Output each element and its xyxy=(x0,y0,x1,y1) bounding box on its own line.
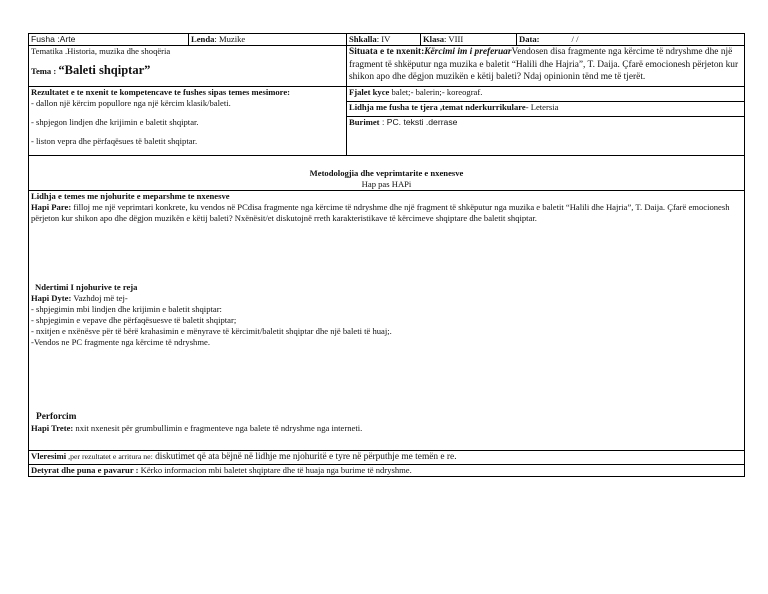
data-label: Data: xyxy=(519,34,540,44)
fusha-text: Fusha :Arte xyxy=(31,34,76,44)
metodologjia-cell xyxy=(29,156,745,191)
situata-label: Situata e te nxenit: xyxy=(349,47,425,57)
burimet-value: : PC. teksti .derrase xyxy=(379,116,458,127)
lenda-value: : Muzike xyxy=(214,34,246,44)
hapi-dyte-text: Vazhdoj më tej- xyxy=(71,293,128,303)
detyrat-cell xyxy=(29,464,745,476)
perforcim-heading: Perforcim xyxy=(36,412,77,422)
main-row xyxy=(29,191,745,451)
lidhja-label: Lidhja me fusha te tjera ,temat nderkurrikulare xyxy=(349,102,526,113)
rezultat-item: - liston vepra dhe përfaqësues të baletit shqiptar. xyxy=(31,136,198,146)
header-row xyxy=(29,34,745,46)
lidhja-cell xyxy=(347,102,745,116)
hapi-dyte-item: - shpjegimin e vepave dhe përfaqësuesve të baletit shqiptar; xyxy=(31,315,237,325)
detyrat-text: Kërko informacion mbi baletet shqiptare dhe të huaja nga burime të ndryshme. xyxy=(138,464,412,475)
hapi-dyte-item: - shpjegimin mbi lindjen dhe krijimin e baletit shqiptar: xyxy=(31,304,222,314)
hapi-trete-label: Hapi Trete: xyxy=(31,423,74,433)
data-value: / / xyxy=(571,34,579,44)
fjalet-label: Fjalet kyce xyxy=(349,87,390,97)
detyrat-label: Detyrat dhe puna e pavarur : xyxy=(31,464,139,475)
hapi-pare-label: Hapi Pare: xyxy=(31,202,72,212)
fjalet-cell xyxy=(347,87,745,102)
klasa-label: Klasa xyxy=(423,34,445,44)
ndertimi-heading: Ndertimi I njohurive te reja xyxy=(35,282,138,292)
metodologjia-title: Metodologjia dhe veprimtarite e nxenesve xyxy=(309,168,464,178)
rezultat-item: - shpjegon lindjen dhe krijimin e baletit shqiptar. xyxy=(31,117,199,127)
metodologjia-subtitle: Hap pas HAPi xyxy=(361,179,412,189)
detyrat-row xyxy=(29,464,745,476)
lidhja-value: - Letersia xyxy=(525,102,559,113)
tema-title: “Baleti shqiptar” xyxy=(58,63,151,77)
hapi-trete-text: nxit nxenesit për grumbullimin e fragmenteve nga balete të ndryshme nga interneti. xyxy=(73,423,363,433)
klasa-cell xyxy=(421,34,517,46)
hapi-dyte-item: - nxitjen e nxënësve për të bërë krahasimin e mënyrave të kërcimit/baletit shqiptar dhe një baleti të huaj;. xyxy=(31,326,392,336)
tematika-cell xyxy=(29,46,347,87)
rezultatet-heading: Rezultatet e te nxenit te kompetencave te fushes sipas temes mesimore: xyxy=(31,87,291,97)
hapi-pare-text: filloj me një veprimtari konkrete, ku vendos në PCdisa fragmente nga kërcime të ndryshme dhe një fragment të shkëputur nga muzika e baletit “Halili dhe Hajria”, T. Daija. Çfarë emocionesh përjeton kur shikon apo dhe dëgjon muzikën e këtij baleti? Nxënësit/et diskutojnë rreth karakteristikave të kërcimeve shqiptare dhe baletit shqiptar. xyxy=(31,202,730,223)
rezultatet-cell xyxy=(29,87,347,156)
vleresimi-prefix: ,per rezultatet e arritura ne: xyxy=(66,452,153,461)
vleresimi-text: diskutimet që ata bëjnë në lidhje me njohuritë e tyre në përputhje me temën e re. xyxy=(152,452,457,462)
main-cell xyxy=(29,191,745,451)
situata-cell xyxy=(347,46,745,87)
fusha-cell xyxy=(29,34,189,46)
data-cell xyxy=(517,34,745,46)
hapi-dyte-label: Hapi Dyte: xyxy=(31,293,72,303)
shkalla-value: : IV xyxy=(376,34,391,44)
situata-text: Vendosen disa fragmente nga kërcime të ndryshme dhe një fragment të shkëputur nga muzika e baletit “Halili dhe Hajria”, T. Daija. Çfarë emocionesh përjeton kur shikon apo dhe dëgjon muzikën e këtij baleti? Ndaj opinionin tënd me të tjerët. xyxy=(349,47,739,82)
burimet-cell xyxy=(347,116,745,155)
vleresimi-cell xyxy=(29,451,745,465)
hapi-dyte-item: -Vendos ne PC fragmente nga kërcime të ndryshme. xyxy=(31,337,210,347)
burimet-label: Burimet xyxy=(349,116,380,127)
lidhja-heading: Lidhja e temes me njohurite e meparshme te nxenesve xyxy=(31,191,230,201)
vleresimi-label: Vleresimi xyxy=(31,451,67,461)
tematika-text: Tematika .Historia, muzika dhe shoqëria xyxy=(31,46,171,56)
metodologjia-row xyxy=(29,156,745,191)
klasa-value: : VIII xyxy=(444,34,464,44)
lesson-plan-table xyxy=(28,33,745,477)
situata-title: Kërcimi im i preferuar xyxy=(424,47,512,57)
lesson-plan-document xyxy=(28,33,744,477)
tematika-row xyxy=(29,46,745,87)
lenda-label: Lenda xyxy=(191,34,215,44)
lenda-cell xyxy=(189,34,347,46)
shkalla-label: Shkalla xyxy=(349,34,377,44)
rezultat-item: - dallon një kërcim popullore nga një kërcim klasik/baleti. xyxy=(31,98,231,108)
tema-label: Tema : xyxy=(31,66,59,76)
shkalla-cell xyxy=(347,34,421,46)
fjalet-value: balet;- balerin;- koreograf. xyxy=(389,87,483,97)
vleresimi-row xyxy=(29,451,745,465)
